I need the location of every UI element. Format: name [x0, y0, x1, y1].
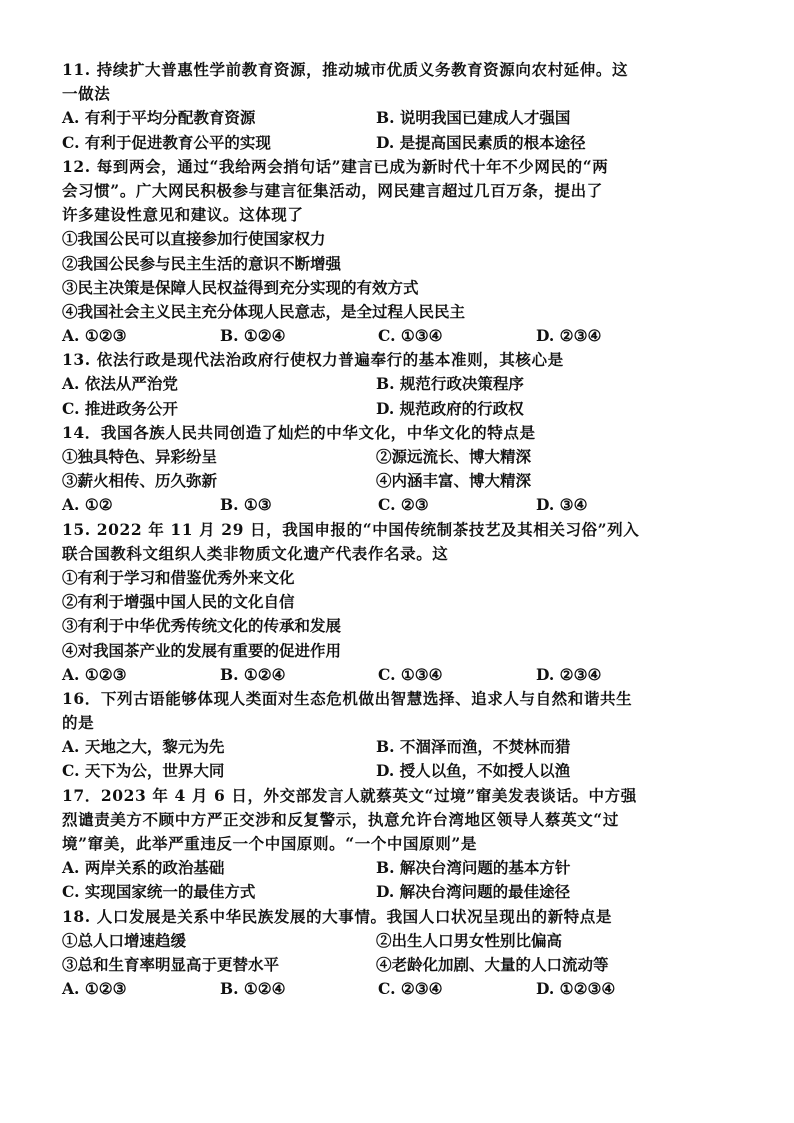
- question-stem-line: 13. 依法行政是现代法治政府行使权力普遍奉行的基本准则，其核心是: [62, 350, 564, 370]
- statement-1: ①我国公民可以直接参加行使国家权力: [62, 229, 326, 249]
- option-c[interactable]: C. 实现国家统一的最佳方式: [62, 882, 256, 902]
- option-a[interactable]: A. ①②③: [62, 326, 127, 346]
- statements-row: [62, 469, 764, 493]
- statement-2: ②出生人口男女性别比偏高: [376, 930, 563, 950]
- options-row: [62, 397, 764, 421]
- question-stem-line: 12. 每到两会，通过“我给两会捎句话”建言已成为新时代十年不少网民的“两: [62, 156, 609, 176]
- question-stem-line: 11. 持续扩大普惠性学前教育资源，推动城市优质义务教育资源向农村延伸。这: [62, 60, 629, 79]
- option-a[interactable]: A. ①②: [62, 495, 113, 515]
- option-b[interactable]: B. ①②④: [220, 326, 286, 346]
- options-row: [62, 106, 764, 130]
- question-stem-line: 15. 2022 年 11 月 29 日，我国申报的“中国传统制茶技艺及其相关习俗”列入: [62, 519, 640, 539]
- option-a[interactable]: A. 有利于平均分配教育资源: [62, 108, 256, 128]
- question-stem-line: 会习惯”。广大网民积极参与建言征集活动，网民建言超过几百万条，提出了: [62, 180, 603, 200]
- statement-4: ④对我国茶产业的发展有重要的促进作用: [62, 640, 342, 660]
- statement-4: ④我国社会主义民主充分体现人民意志，是全过程人民民主: [62, 301, 466, 321]
- option-a[interactable]: A. 天地之大，黎元为先: [62, 737, 225, 757]
- option-b[interactable]: B. 说明我国已建成人才强国: [376, 108, 571, 128]
- question-stem-line: 14．我国各族人民共同创造了灿烂的中华文化，中华文化的特点是: [62, 422, 536, 442]
- question-17: [62, 784, 764, 905]
- option-a[interactable]: A. 两岸关系的政治基础: [62, 858, 225, 878]
- option-d[interactable]: D. 规范政府的行政权: [376, 398, 524, 418]
- option-c[interactable]: C. 推进政务公开: [62, 398, 178, 418]
- question-15: [62, 518, 764, 687]
- statements-row: [62, 445, 764, 469]
- question-stem-line: 16．下列古语能够体现人类面对生态危机做出智慧选择、追求人与自然和谐共生: [62, 688, 633, 708]
- option-b[interactable]: B. ①②④: [220, 664, 286, 684]
- question-stem-line: 17．2023 年 4 月 6 日，外交部发言人就蔡英文“过境”窜美发表谈话。中方强: [62, 785, 637, 805]
- statements-row: [62, 953, 764, 977]
- options-row: [62, 735, 764, 759]
- statements-row: [62, 929, 764, 953]
- option-b[interactable]: B. ①②④: [220, 979, 286, 999]
- options-row: [62, 759, 764, 783]
- options-row: [62, 372, 764, 396]
- question-13: [62, 348, 764, 421]
- options-row: [62, 880, 764, 904]
- question-16: [62, 687, 764, 784]
- options-row: [62, 663, 764, 687]
- statement-2: ②我国公民参与民主生活的意识不断增强: [62, 253, 342, 273]
- statement-3: ③民主决策是保障人民权益得到充分实现的有效方式: [62, 277, 419, 297]
- question-stem-line: 联合国教科文组织人类非物质文化遗产代表作名录。这: [62, 543, 449, 563]
- statement-3: ③总和生育率明显高于更替水平: [62, 954, 280, 974]
- question-11: [62, 58, 764, 155]
- option-d[interactable]: D. 解决台湾问题的最佳途径: [376, 882, 571, 902]
- option-d[interactable]: D. ①②③④: [536, 979, 616, 999]
- question-stem-line: 烈谴责美方不顾中方严正交涉和反复警示，执意允许台湾地区领导人蔡英文“过: [62, 809, 619, 829]
- statement-4: ④老龄化加剧、大量的人口流动等: [376, 954, 609, 974]
- statement-3: ③薪火相传、历久弥新: [62, 471, 218, 491]
- options-row: [62, 977, 764, 1001]
- statement-4: ④内涵丰富、博大精深: [376, 471, 532, 491]
- options-row: [62, 131, 764, 155]
- option-d[interactable]: D. ②③④: [536, 664, 602, 684]
- options-row: [62, 324, 764, 348]
- option-b[interactable]: B. 规范行政决策程序: [376, 374, 524, 394]
- question-18: [62, 905, 764, 1002]
- option-c[interactable]: C. ①③④: [378, 326, 443, 346]
- option-c[interactable]: C. ①③④: [378, 664, 443, 684]
- option-a[interactable]: A. ①②③: [62, 979, 127, 999]
- option-d[interactable]: D. 是提高国民素质的根本途径: [376, 132, 586, 152]
- option-c[interactable]: C. 有利于促进教育公平的实现: [62, 132, 271, 152]
- statement-3: ③有利于中华优秀传统文化的传承和发展: [62, 616, 342, 636]
- question-stem-line: 的是: [62, 713, 95, 733]
- statement-2: ②源远流长、博大精深: [376, 447, 532, 466]
- question-stem-line: 境”窜美，此举严重违反一个中国原则。“一个中国原则”是: [62, 834, 477, 853]
- statement-1: ①总人口增速趋缓: [62, 930, 187, 950]
- option-a[interactable]: A. ①②③: [62, 664, 127, 684]
- options-row: [62, 856, 764, 880]
- option-b[interactable]: B. 解决台湾问题的基本方针: [376, 858, 571, 878]
- statement-1: ①独具特色、异彩纷呈: [62, 447, 218, 466]
- question-stem-line: 一做法: [62, 84, 111, 104]
- statement-2: ②有利于增强中国人民的文化自信: [62, 592, 295, 612]
- option-a[interactable]: A. 依法从严治党: [62, 374, 178, 394]
- question-stem-line: 18. 人口发展是关系中华民族发展的大事情。我国人口状况呈现出的新特点是: [62, 906, 612, 926]
- options-row: [62, 493, 764, 517]
- option-c[interactable]: C. 天下为公，世界大同: [62, 761, 225, 781]
- statement-1: ①有利于学习和借鉴优秀外来文化: [62, 567, 295, 587]
- option-d[interactable]: D. ②③④: [536, 326, 602, 346]
- option-b[interactable]: B. 不涸泽而渔，不焚林而猎: [376, 737, 571, 757]
- option-d[interactable]: D. 授人以鱼，不如授人以渔: [376, 761, 571, 781]
- question-12: [62, 155, 764, 349]
- option-d[interactable]: D. ③④: [536, 495, 588, 515]
- question-stem-line: 许多建设性意见和建议。这体现了: [62, 205, 304, 225]
- question-14: [62, 421, 764, 518]
- option-c[interactable]: C. ②③④: [378, 979, 443, 999]
- option-b[interactable]: B. ①③: [220, 495, 272, 515]
- option-c[interactable]: C. ②③: [378, 495, 429, 515]
